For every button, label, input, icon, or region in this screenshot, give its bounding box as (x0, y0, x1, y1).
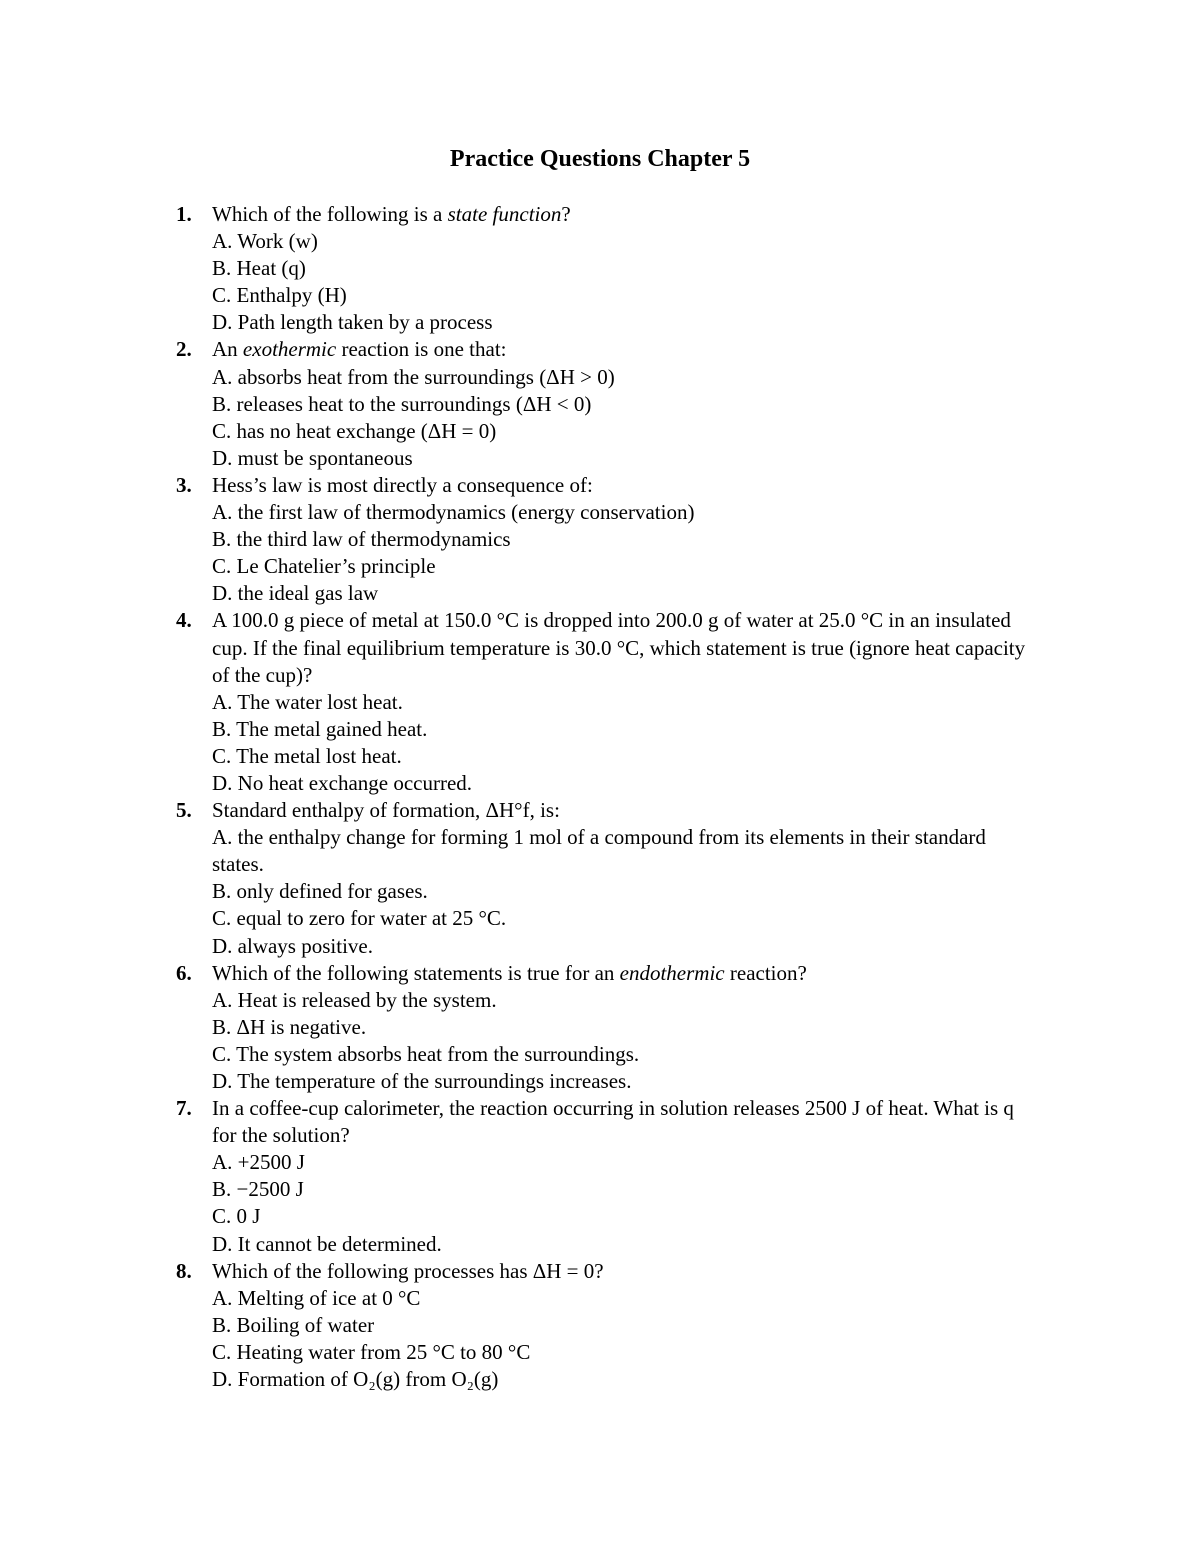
stem-text: Which of the following statements is true for an (212, 960, 620, 985)
question-3 (172, 472, 1042, 607)
option-a: A. the first law of thermodynamics (energy conservation) (212, 500, 695, 525)
question-stem: In a coffee-cup calorimeter, the reaction occurring in solution releases 2500 J of heat. What is q for the solution? (212, 1096, 1014, 1148)
option-c: C. 0 J (212, 1204, 261, 1229)
option-c: C. The system absorbs heat from the surroundings. (212, 1041, 640, 1066)
option-c: C. Le Chatelier’s principle (212, 554, 436, 579)
question-stem (212, 336, 1042, 363)
option-b: B. releases heat to the surroundings (ΔH < 0) (212, 391, 592, 416)
question-stem: Hess’s law is most directly a consequence of: (212, 472, 593, 497)
question-number: 8. (176, 1258, 192, 1283)
question-number: 3. (176, 472, 192, 497)
stem-text: reaction is one that: (336, 337, 507, 362)
option-d: D. No heat exchange occurred. (212, 770, 473, 795)
question-4 (172, 607, 1042, 797)
question-8 (172, 1258, 1042, 1393)
question-number: 7. (176, 1096, 192, 1121)
option-d: D. the ideal gas law (212, 581, 379, 606)
stem-text: Which of the following is a (212, 202, 448, 226)
question-stem: Standard enthalpy of formation, ΔH°f, is: (212, 798, 560, 823)
option-c: C. has no heat exchange (ΔH = 0) (212, 418, 497, 443)
option-b: B. The metal gained heat. (212, 716, 428, 741)
option-c: C. equal to zero for water at 25 °C. (212, 906, 507, 931)
question-number: 1. (176, 202, 192, 226)
question-2 (172, 336, 1042, 471)
question-number: 5. (176, 798, 192, 823)
question-5 (172, 797, 1042, 960)
stem-emphasis: endothermic (619, 960, 725, 985)
question-number: 6. (176, 960, 192, 985)
option-a: A. absorbs heat from the surroundings (ΔH > 0) (212, 364, 615, 389)
option-d: D. Path length taken by a process (212, 310, 493, 335)
question-stem (212, 201, 1042, 228)
question-6 (172, 960, 1042, 1095)
page-title: Practice Questions Chapter 5 (449, 146, 751, 172)
option-d: D. must be spontaneous (212, 445, 413, 470)
option-d: D. always positive. (212, 933, 373, 958)
option-a: A. Work (w) (212, 229, 318, 254)
option-d: D. Formation of O₂(g) from O₂(g) (212, 1367, 499, 1392)
option-a: A. Melting of ice at 0 °C (212, 1285, 421, 1310)
option-c: C. Enthalpy (H) (212, 283, 347, 308)
stem-text: An (212, 337, 243, 362)
option-a: A. The water lost heat. (212, 689, 403, 714)
stem-text: reaction? (724, 960, 807, 985)
question-number: 4. (176, 608, 192, 633)
option-b: B. the third law of thermodynamics (212, 527, 511, 552)
question-7 (172, 1095, 1042, 1258)
question-stem: Which of the following processes has ΔH = 0? (212, 1258, 604, 1283)
question-stem (212, 960, 1042, 987)
question-number: 2. (176, 337, 192, 362)
question-stem: A 100.0 g piece of metal at 150.0 °C is dropped into 200.0 g of water at 25.0 °C in an insulated cup. If the final equilibrium temperature is 30.0 °C, which statement is true (ignore heat capacity of the cup)? (212, 608, 1026, 687)
option-b: B. ΔH is negative. (212, 1014, 367, 1039)
question-1 (172, 201, 1042, 336)
option-b: B. only defined for gases. (212, 879, 428, 904)
option-a: A. Heat is released by the system. (212, 987, 497, 1012)
option-c: C. The metal lost heat. (212, 743, 402, 768)
option-d: D. The temperature of the surroundings increases. (212, 1069, 632, 1093)
option-c: C. Heating water from 25 °C to 80 °C (212, 1339, 531, 1364)
stem-text: ? (561, 202, 571, 226)
option-a: A. +2500 J (212, 1150, 305, 1175)
option-b: B. Boiling of water (212, 1312, 375, 1337)
option-b: B. Heat (q) (212, 256, 306, 281)
stem-emphasis: exothermic (242, 337, 337, 362)
option-b: B. −2500 J (212, 1177, 304, 1202)
stem-emphasis: state function (447, 202, 562, 226)
option-d: D. It cannot be determined. (212, 1231, 442, 1256)
question-list (172, 201, 1042, 1393)
option-a: A. the enthalpy change for forming 1 mol of a compound from its elements in their standard states. (212, 825, 986, 877)
